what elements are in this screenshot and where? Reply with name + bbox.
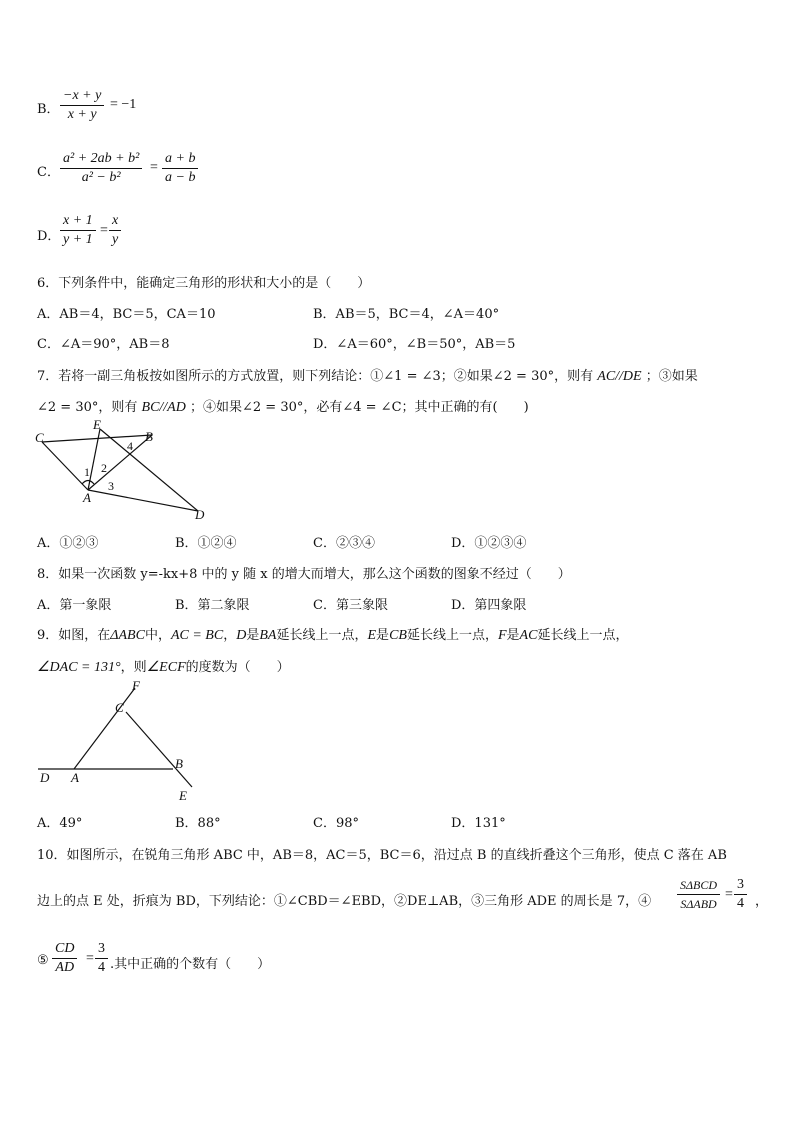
q7-option-d: D．①②③④: [451, 536, 527, 551]
q7-parallel-ac-de: AC//DE: [597, 369, 642, 384]
q8-stem: 8．如果一次函数 y=-kx+8 中的 y 随 x 的增大而增大，那么这个函数的图象不经过（ ）: [37, 567, 571, 582]
q7-triangle-figure: [30, 415, 220, 525]
q9-option-b: B．88°: [175, 816, 221, 831]
q10-item-5: ⑤: [37, 953, 49, 968]
q10-comma: ，: [755, 894, 769, 909]
q9-triangle-figure: [30, 676, 205, 808]
q7-stem-text-1b: ；③如果: [645, 369, 698, 384]
q10-stem-end: .其中正确的个数有（ ）: [110, 957, 271, 972]
q10-segment-ratio-equals: =: [86, 951, 94, 966]
q7-option-a: A．①②③: [37, 536, 99, 551]
q8-option-b: B．第二象限: [175, 598, 250, 613]
q9-segment-cb: CB: [389, 628, 407, 643]
q9-triangle-abc: ΔABC: [110, 628, 145, 643]
q5-option-b-label: B．: [37, 102, 60, 117]
q9-text: 延长线上一点，: [406, 628, 498, 643]
q9-text: 是: [376, 628, 390, 643]
q7-angle-2: 2: [101, 461, 107, 475]
q9-text: 9．如图，在: [37, 628, 111, 643]
q5-option-d-fraction-right: [109, 213, 121, 248]
q10-area-ratio-fraction: [677, 877, 720, 912]
q9-label-f: F: [132, 678, 140, 693]
q10-segment-ratio-fraction: [52, 941, 77, 976]
q10-stem-line-1: 10．如图所示，在锐角三角形 ABC 中，AB＝8，AC＝5，BC＝6，沿过点 B 的直线折叠这个三角形，使点 C 落在 AB: [37, 848, 727, 863]
numerator: CD: [52, 941, 77, 959]
q7-label-b: B: [145, 429, 153, 444]
q6-option-b: B．AB＝5，BC＝4，∠A＝40°: [313, 307, 500, 322]
q7-stem-text-1: 7．若将一副三角板按如图所示的方式放置，则下列结论：①∠1 = ∠3；②如果∠2 = 30°，则有: [37, 369, 594, 384]
q9-text: 的度数为（ ）: [185, 660, 290, 675]
q9-ac-eq-bc: AC = BC: [170, 628, 224, 643]
q9-angle-dac: ∠DAC = 131°: [37, 660, 121, 675]
q9-point-d: D: [236, 628, 247, 643]
q9-label-d: D: [40, 770, 50, 785]
q8-option-d: D．第四象限: [451, 598, 527, 613]
q5-option-d-label: D．: [37, 229, 61, 244]
q9-text: 是: [506, 628, 520, 643]
q9-stem-line-2: [37, 656, 290, 676]
numerator: x + 1: [60, 213, 96, 231]
q5-option-d-equals: =: [100, 223, 108, 238]
numerator: 3: [95, 941, 108, 959]
q9-option-a: A．49°: [37, 816, 83, 831]
denominator: 4: [737, 896, 744, 911]
q7-label-a: A: [83, 490, 91, 505]
numerator: 3: [734, 877, 747, 895]
q9-stem-line-1: [37, 624, 628, 644]
q9-point-f: F: [497, 628, 507, 643]
q7-option-b: B．①②④: [175, 536, 237, 551]
denominator: SΔABD: [680, 897, 717, 911]
q9-option-c: C．98°: [313, 816, 359, 831]
q10-segment-ratio-value: [95, 941, 108, 976]
q9-label-b: B: [175, 756, 183, 771]
q5-option-d-fraction-left: [60, 213, 96, 248]
denominator: y: [112, 232, 119, 247]
q7-label-d: D: [195, 507, 205, 522]
q7-option-c: C．②③④: [313, 536, 375, 551]
numerator: SΔBCD: [677, 877, 720, 895]
q5-option-b-rhs: = −1: [110, 97, 137, 112]
numerator: a + b: [162, 151, 198, 169]
q7-stem-line-2: [37, 396, 529, 416]
q9-point-e: E: [367, 628, 377, 643]
q7-label-c: C: [35, 430, 44, 445]
q10-area-ratio-equals: =: [725, 887, 733, 902]
q8-option-c: C．第三象限: [313, 598, 388, 613]
q8-option-a: A．第一象限: [37, 598, 112, 613]
q6-option-d: D．∠A＝60°，∠B＝50°，AB＝5: [313, 337, 516, 352]
q5-option-c-equals: =: [150, 160, 158, 175]
q6-option-c: C．∠A＝90°，AB＝8: [37, 337, 170, 352]
q10-area-ratio-value: [734, 877, 747, 912]
denominator: x + y: [67, 107, 97, 122]
q7-stem-line-1: [37, 365, 698, 385]
q5-option-c-fraction-left: [60, 151, 142, 186]
q7-angle-4: 4: [127, 439, 133, 453]
numerator: a² + 2ab + b²: [60, 151, 142, 169]
q6-option-a: A．AB＝4，BC＝5，CA＝10: [37, 307, 216, 322]
q9-text: 是: [246, 628, 260, 643]
denominator: 4: [98, 960, 105, 975]
numerator: −x + y: [60, 88, 104, 106]
q9-label-c: C: [115, 700, 124, 715]
q9-segment-ac: AC: [519, 628, 538, 643]
q10-stem-line-2: 边上的点 E 处，折痕为 BD，下列结论：①∠CBD＝∠EBD，②DE⊥AB，③三角形 ADE 的周长是 7，④: [37, 894, 652, 909]
q9-text: 中，: [144, 628, 171, 643]
q9-text: 延长线上一点，: [537, 628, 629, 643]
q9-text: 延长线上一点，: [276, 628, 368, 643]
denominator: a² − b²: [81, 170, 121, 185]
q9-text: ，则: [120, 660, 147, 675]
q9-segment-ba: BA: [259, 628, 277, 643]
denominator: y + 1: [63, 232, 93, 247]
numerator: x: [109, 213, 121, 231]
q7-stem-text-2b: ；④如果∠2 = 30°，必有∠4 = ∠C；其中正确的有( ): [190, 400, 529, 415]
q7-angle-1: 1: [84, 465, 90, 479]
q9-option-d: D．131°: [451, 816, 506, 831]
denominator: a − b: [165, 170, 196, 185]
q5-option-c-fraction-right: [162, 151, 198, 186]
denominator: AD: [55, 960, 75, 975]
q9-label-e: E: [179, 788, 187, 803]
q9-angle-ecf: ∠ECF: [146, 660, 186, 675]
q5-option-b-fraction: [60, 88, 104, 123]
q5-option-c-label: C．: [37, 165, 60, 180]
q7-angle-3: 3: [108, 479, 114, 493]
q6-stem: 6．下列条件中，能确定三角形的形状和大小的是（ ）: [37, 276, 371, 291]
q9-label-a: A: [71, 770, 79, 785]
q7-label-e: E: [93, 417, 101, 432]
q7-parallel-bc-ad: BC//AD: [141, 400, 186, 415]
q9-text: ，: [223, 628, 237, 643]
q7-stem-text-2: ∠2 = 30°，则有: [37, 400, 138, 415]
